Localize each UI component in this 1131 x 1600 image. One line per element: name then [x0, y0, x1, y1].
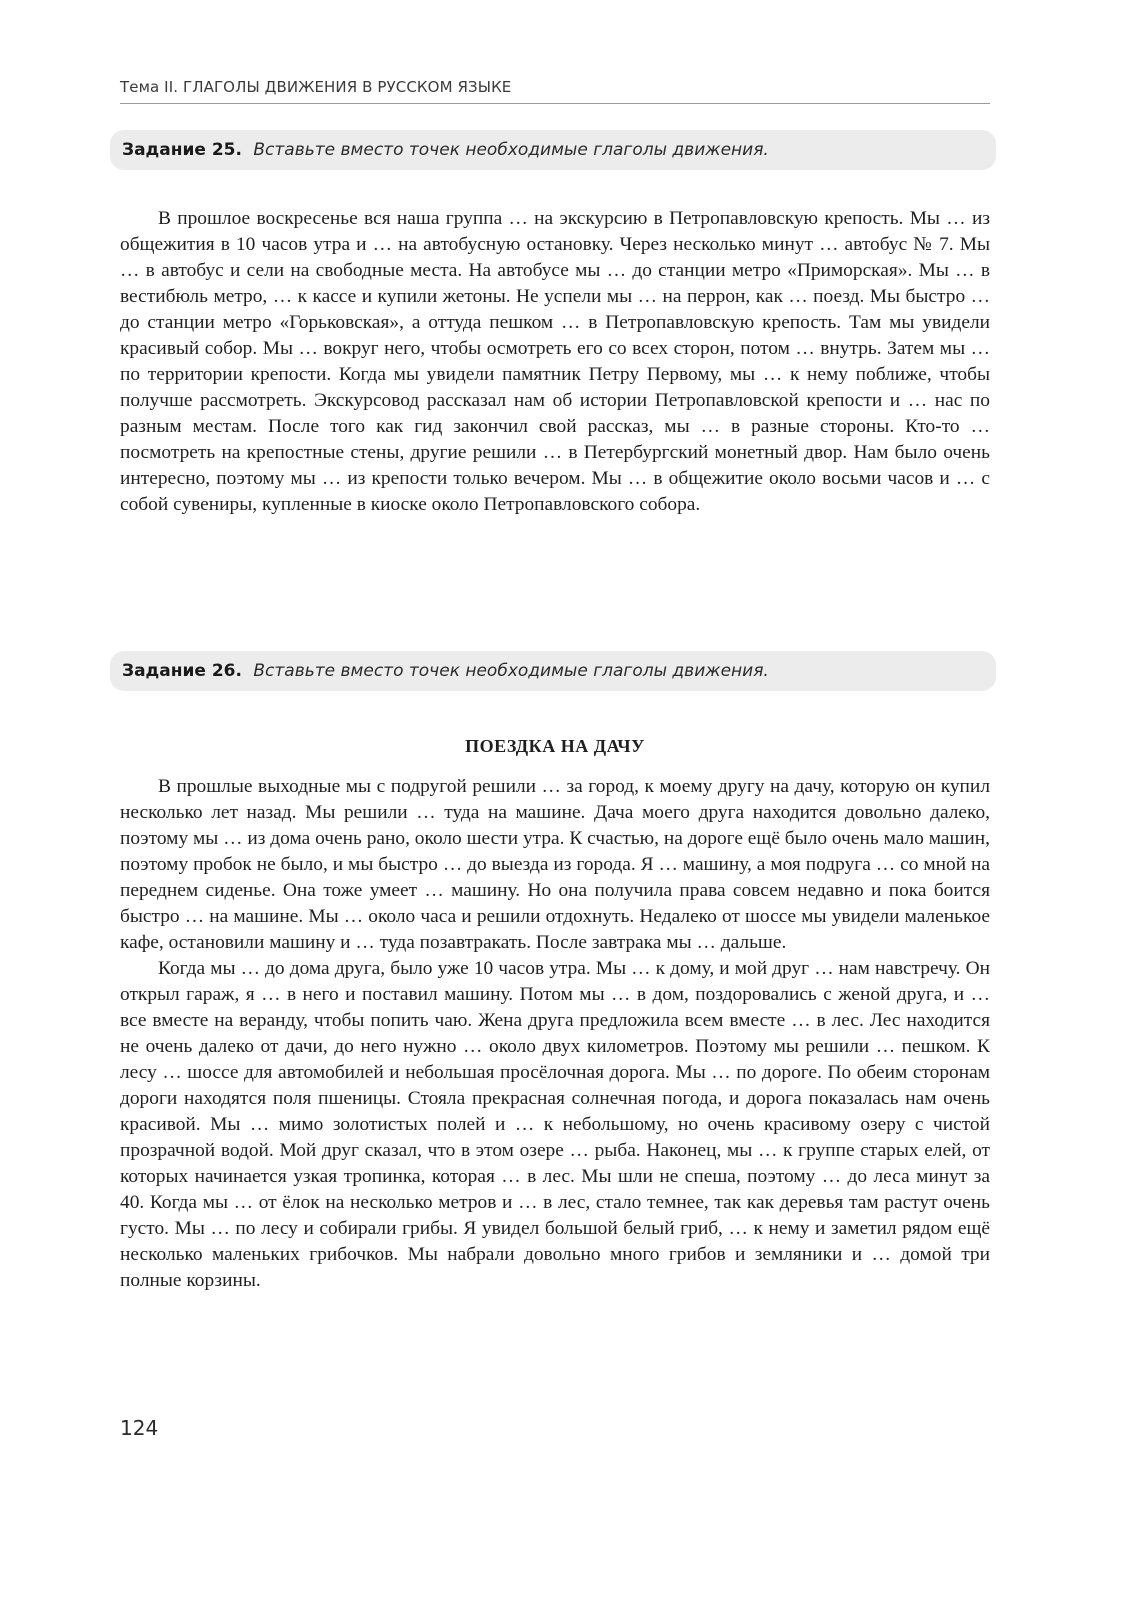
- page-number: 124: [120, 1416, 159, 1440]
- header-divider: [120, 103, 990, 104]
- task-25-instruction: Вставьте вместо точек необходимые глаголы движения.: [253, 140, 769, 160]
- task-26-banner: [110, 651, 996, 691]
- task-25-paragraph: В прошлое воскресенье вся наша группа … на экскурсию в Петропавловскую крепость. Мы … из общежития в 10 часов утра и … на автобусную остановку. Через несколько минут … автобус № 7. Мы … в автобус и сели на свободные места. На автобусе мы … до станции метро «Приморская». Мы … в вестибюль метро, … к кассе и купили жетоны. Не успели мы … на перрон, как … поезд. Мы быстро … до станции метро «Горьковская», а оттуда пешком … в Петропавловскую крепость. Там мы увидели красивый собор. Мы … вокруг него, чтобы осмотреть его со всех сторон, потом … внутрь. Затем мы … по территории крепости. Когда мы увидели памятник Петру Первому, мы … к нему поближе, чтобы получше рассмотреть. Экскурсовод рассказал нам об истории Петропавловской крепости и … нас по разным местам. После того как гид закончил свой рассказ, мы … в разные стороны. Кто-то … посмотреть на крепостные стены, другие решили … в Петербургский монетный двор. Нам было очень интересно, поэтому мы … из крепости только вечером. Мы … в общежитие около восьми часов и … с собой сувениры, купленные в киоске около Петропавловского собора.: [120, 208, 990, 515]
- task-26-label: Задание 26.: [122, 661, 242, 681]
- task-26-paragraph: Когда мы … до дома друга, было уже 10 часов утра. Мы … к дому, и мой друг … нам навстречу. Он открыл гараж, я … в него и поставил машину. Потом мы … в дом, поздоровались с женой друга, и … все вместе на веранду, чтобы попить чаю. Жена друга предложила всем вместе … в лес. Лес находится не очень далеко от дачи, до него нужно … около двух километров. Поэтому мы решили … пешком. К лесу … шоссе для автомобилей и небольшая просёлочная дорога. Мы … по дороге. По обеим сторонам дороги находятся поля пшеницы. Стояла прекрасная солнечная погода, и дорога показалась нам очень красивой. Мы … мимо золотистых полей и … к небольшому, но очень красивому озеру с чистой прозрачной водой. Мой друг сказал, что в этом озере … рыба. Наконец, мы … к группе старых елей, от которых начинается узкая тропинка, которая … в лес. Мы шли не спеша, поэтому … до леса минут за 40. Когда мы … от ёлок на несколько метров и … в лес, стало темнее, так как деревья там растут очень густо. Мы … по лесу и собирали грибы. Я увидел большой белый гриб, … к нему и заметил рядом ещё несколько маленьких грибочков. Мы набрали довольно много грибов и земляники и … домой три полные корзины.: [120, 958, 990, 1291]
- task-26-paragraph: В прошлые выходные мы с подругой решили … за город, к моему другу на дачу, которую он купил несколько лет назад. Мы решили … туда на машине. Дача моего друга находится довольно далеко, поэтому мы … из дома очень рано, около шести утра. К счастью, на дороге ещё было очень мало машин, поэтому пробок не было, и мы быстро … до выезда из города. Я … машину, а моя подруга … со мной на переднем сиденье. Она тоже умеет … машину. Но она получила права совсем недавно и пока боится быстро … на машине. Мы … около часа и решили отдохнуть. Недалеко от шоссе мы увидели маленькое кафе, остановили машину и … туда позавтракать. После завтрака мы … дальше.: [120, 776, 990, 953]
- story-title: ПОЕЗДКА НА ДАЧУ: [465, 736, 645, 756]
- task-26-instruction: Вставьте вместо точек необходимые глаголы движения.: [253, 661, 769, 681]
- task-25-banner: [110, 130, 996, 170]
- task-25-label: Задание 25.: [122, 140, 242, 160]
- task-26-text: [120, 774, 990, 1294]
- task-25-text: [120, 206, 990, 518]
- running-header: Тема II. ГЛАГОЛЫ ДВИЖЕНИЯ В РУССКОМ ЯЗЫКЕ: [120, 78, 512, 96]
